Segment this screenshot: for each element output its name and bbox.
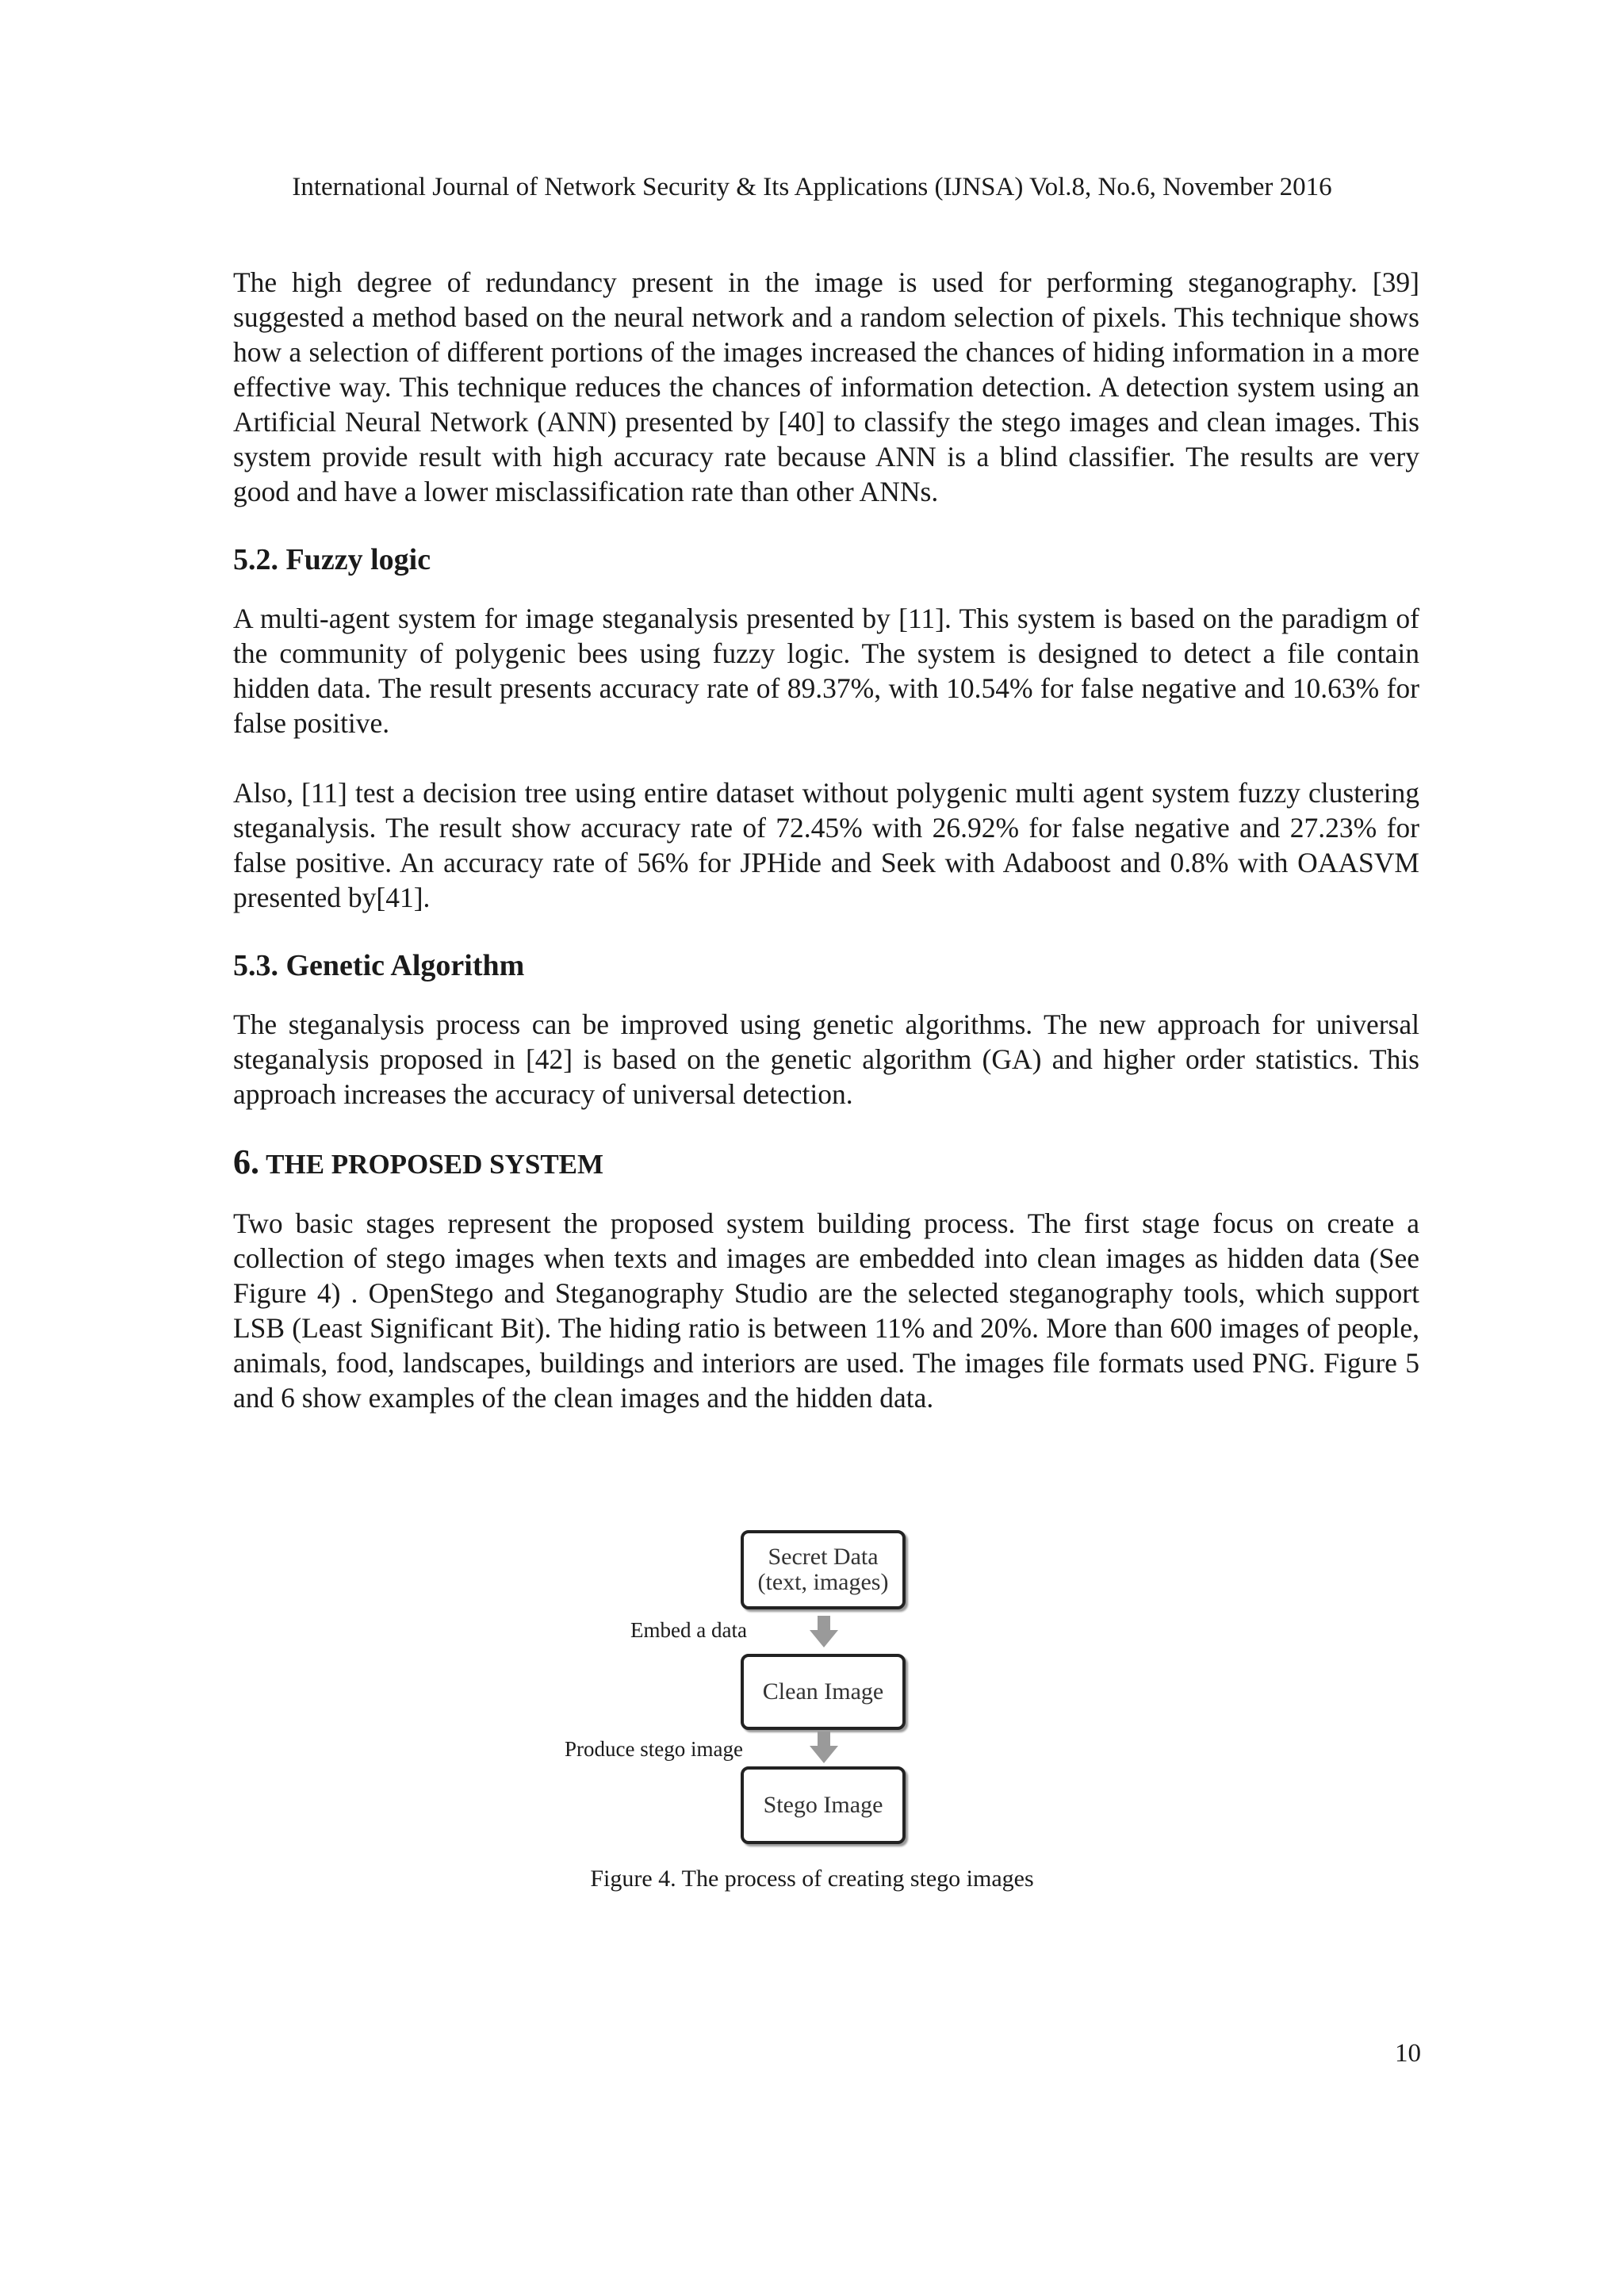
figure-4-caption: Figure 4. The process of creating stego images — [590, 1866, 1034, 1892]
stego-image-box: Stego Image — [741, 1766, 906, 1844]
section-5-2-heading: 5.2. Fuzzy logic — [233, 543, 431, 576]
paragraph-5-3: The steganalysis process can be improved using genetic algorithms. The new approach for universal steganalysis proposed in [42] is based on the genetic algorithm (GA) and higher order statistics. This approach increases the accuracy of universal detection. — [233, 1008, 1419, 1110]
section-5-3-heading: 5.3. Genetic Algorithm — [233, 949, 525, 982]
secret-data-line2: (text, images) — [757, 1569, 889, 1595]
body-text — [233, 265, 1419, 1415]
paragraph-6: Two basic stages represent the proposed system building process. The first stage focus on create a collection of stego images when texts and images are embedded into clean images as hidden data (See Figure 4) . OpenStego and Steganography Studio are the selected steganography tools, which support LSB (Least Significant Bit). The hiding ratio is between 11% and 20%. More than 600 images of people, animals, food, landscapes, buildings and interiors are used. The images file formats used PNG. Figure 5 and 6 show examples of the clean images and the hidden data. — [233, 1207, 1419, 1414]
figure-4 — [0, 1524, 1624, 1857]
running-header: International Journal of Network Security & Its Applications (IJNSA) Vol.8, No.6, November 2016 — [292, 173, 1332, 201]
secret-data-box — [741, 1530, 906, 1609]
produce-label: Produce stego image — [565, 1737, 743, 1761]
embed-label: Embed a data — [630, 1618, 747, 1642]
paragraph-5-2-a: A multi-agent system for image steganalysis presented by [11]. This system is based on the paradigm of the community of polygenic bees using fuzzy logic. The system is designed to detect a file contain hidden data. The result presents accuracy rate of 89.37%, with 10.54% for false negative and 10.63% for false positive. — [233, 603, 1419, 739]
section-6-heading — [233, 1143, 1419, 1184]
down-arrow-icon — [810, 1732, 838, 1763]
paragraph-intro: The high degree of redundancy present in the image is used for performing steganography. [39] suggested a method based on the neural network and a random selection of pixels. This technique shows how a selection of different portions of the images increased the chances of hiding information in a more effective way. This technique reduces the chances of information detection. A detection system using an Artificial Neural Network (ANN) presented by [40] to classify the stego images and clean images. This system provide result with high accuracy rate because ANN is a blind classifier. The results are very good and have a lower misclassification rate than other ANNs. — [233, 266, 1419, 507]
section-6-title: THE PROPOSED SYSTEM — [266, 1149, 604, 1180]
clean-image-box: Clean Image — [741, 1654, 906, 1730]
section-6-number: 6. — [233, 1142, 259, 1181]
paragraph-5-2-b: Also, [11] test a decision tree using entire dataset without polygenic multi agent system fuzzy clustering steganalysis. The result show accuracy rate of 72.45% with 26.92% for false negative and 27.23% for false positive. An accuracy rate of 56% for JPHide and Seek with Adaboost and 0.8% with OAASVM presented by[41]. — [233, 777, 1419, 913]
down-arrow-icon — [810, 1616, 838, 1647]
secret-data-line1: Secret Data — [768, 1544, 879, 1570]
page-number: 10 — [1395, 2039, 1421, 2068]
